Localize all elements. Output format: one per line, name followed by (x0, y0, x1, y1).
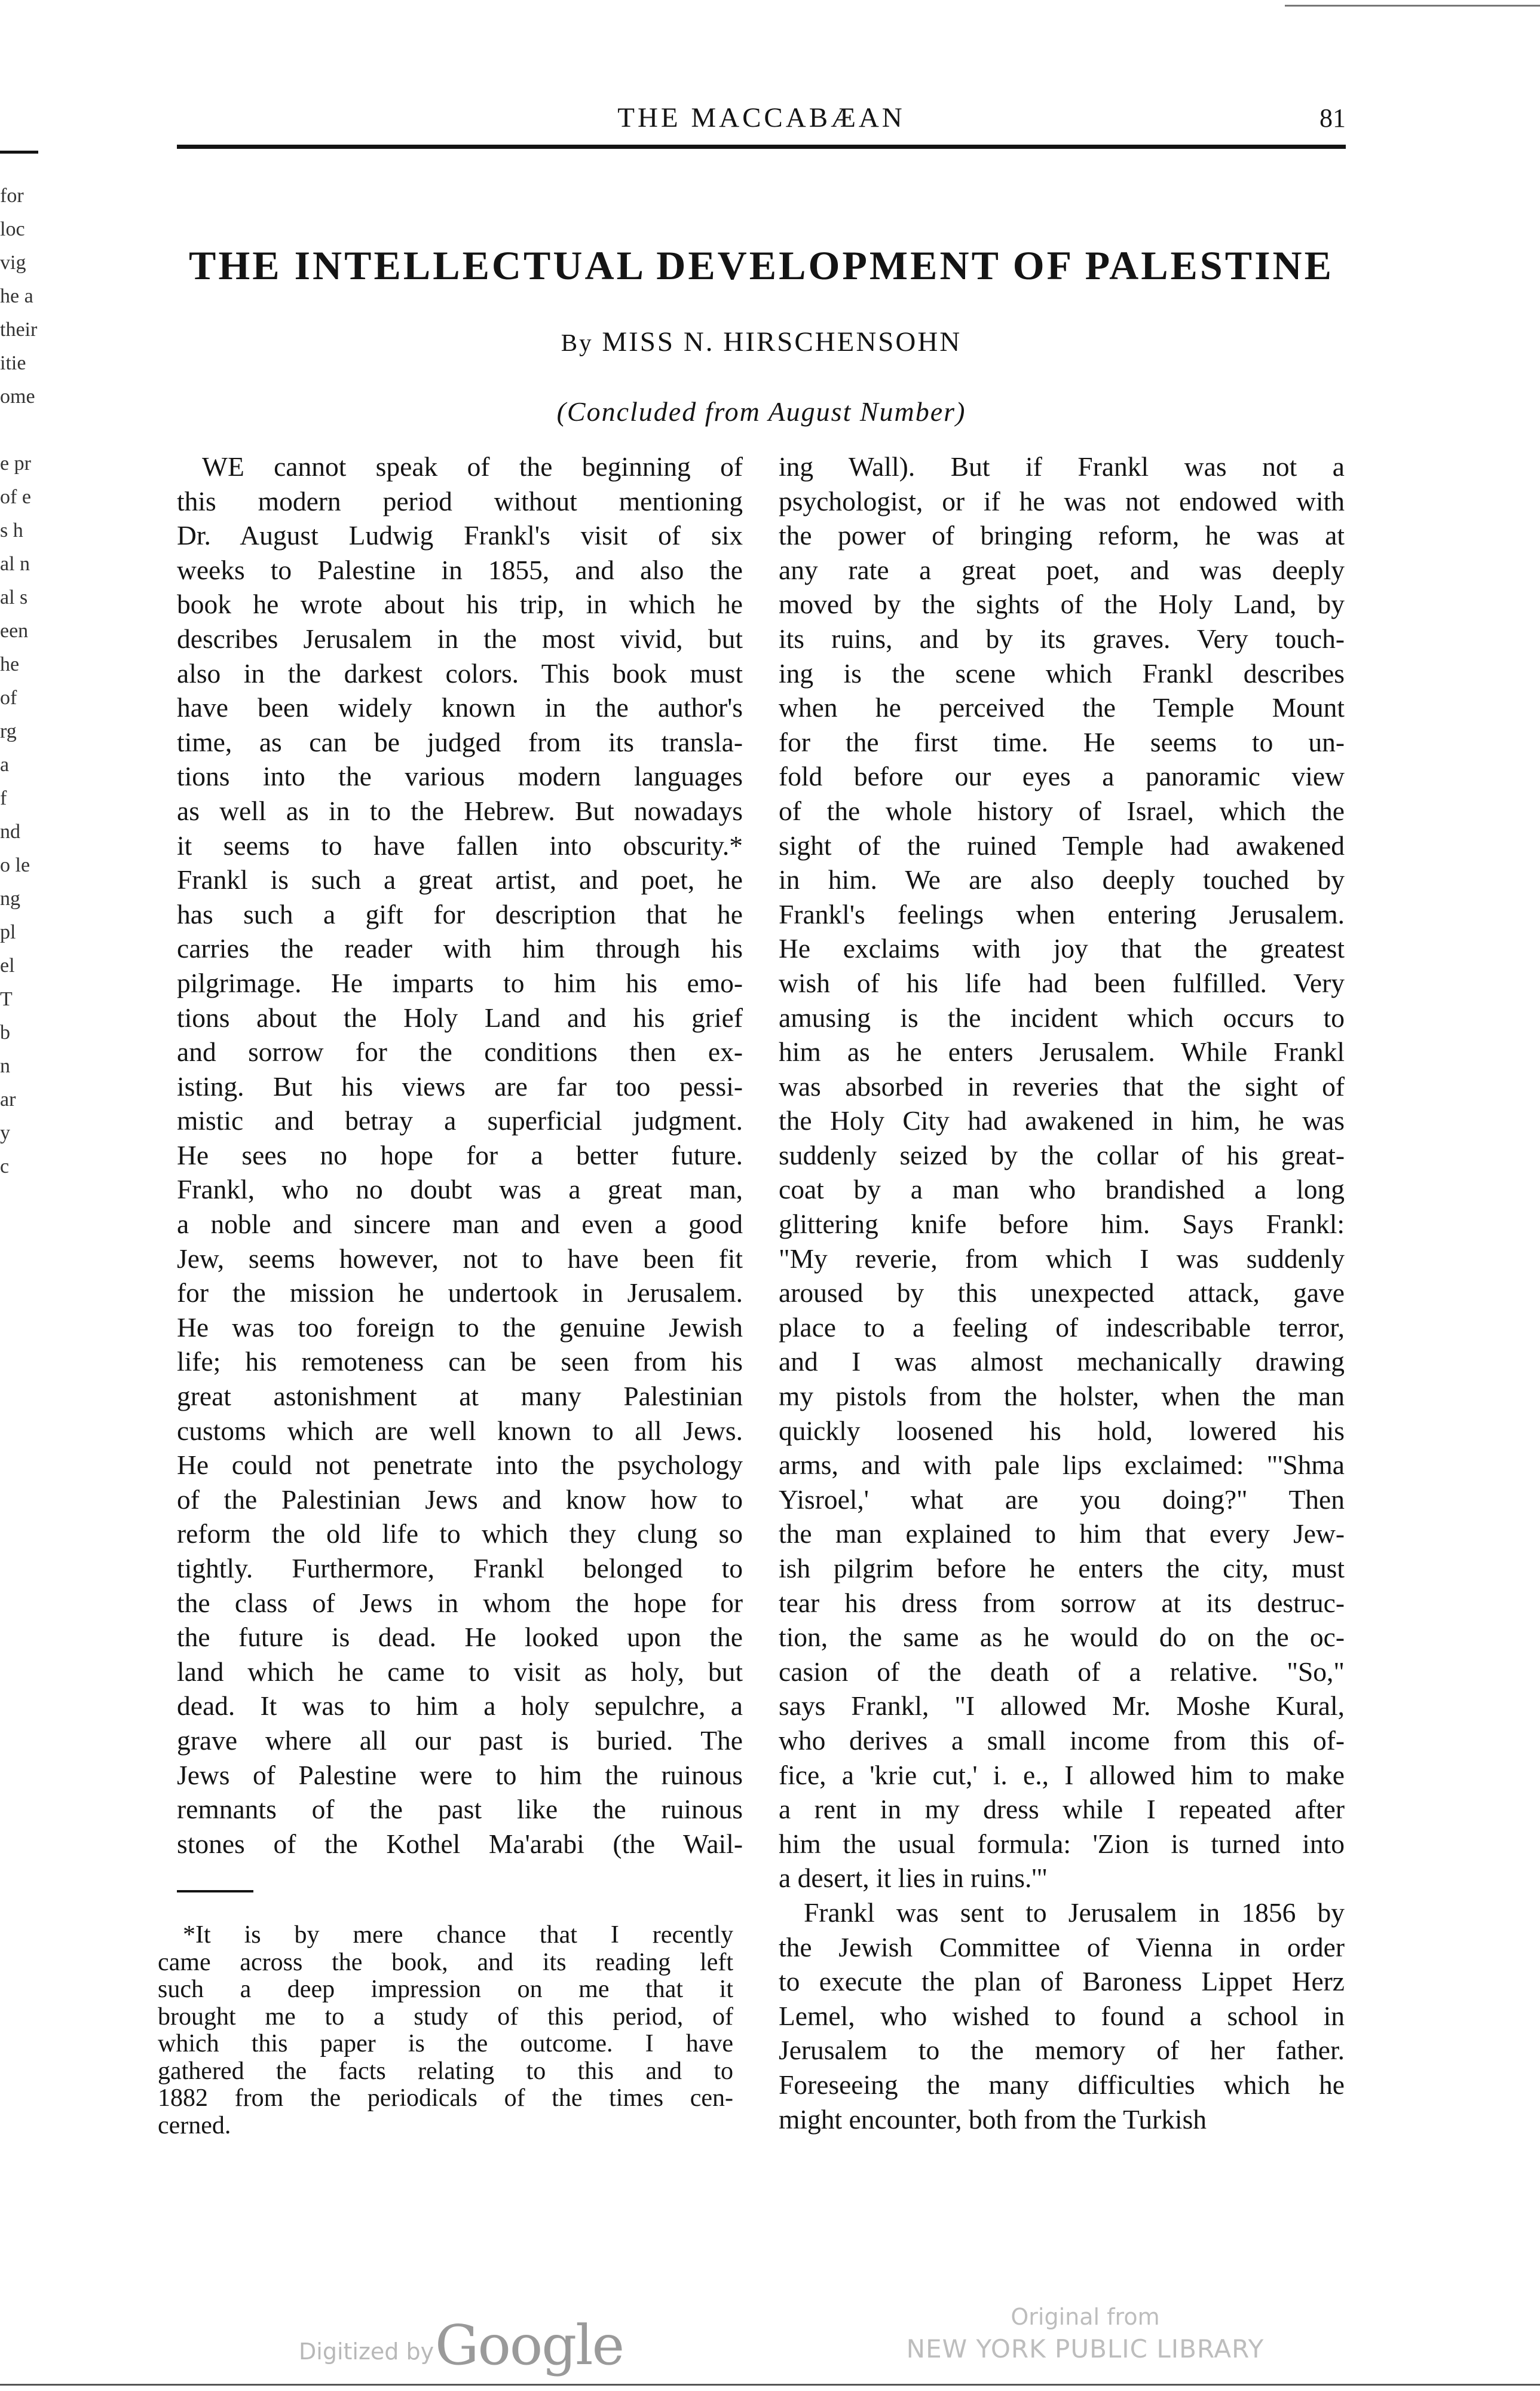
text-line: was absorbed in reveries that the sight of (779, 1071, 1345, 1102)
text-line: the future is dead. He looked upon the (177, 1622, 743, 1653)
text-line: when he perceived the Temple Mount (779, 692, 1345, 723)
text-line: He was too foreign to the genuine Jewish (177, 1311, 743, 1343)
running-head (177, 102, 1346, 143)
text-line: suddenly seized by the collar of his great- (779, 1139, 1345, 1170)
margin-fragment: he (0, 653, 20, 675)
margin-fragment: vig (0, 252, 26, 274)
text-line: a rent in my dress while I repeated after (779, 1794, 1345, 1825)
margin-fragment: a (0, 754, 10, 776)
margin-fragment: o le (0, 854, 30, 876)
text-line: book he wrote about his trip, in which he (177, 589, 743, 620)
margin-fragment (0, 414, 24, 447)
margin-fragment: ar (0, 1089, 16, 1111)
text-line: a noble and sincere man and even a good (177, 1209, 743, 1240)
text-line: a desert, it lies in ruins.'" (779, 1863, 1048, 1894)
text-line: as well as in to the Hebrew. But nowadays (177, 795, 743, 826)
text-line: ing is the scene which Frankl describes (779, 658, 1345, 689)
text-line: land which he came to visit as holy, but (177, 1656, 743, 1687)
margin-fragment: al s (0, 586, 28, 609)
text-line: amusing is the incident which occurs to (779, 1002, 1345, 1033)
margin-fragment: y (0, 1122, 10, 1144)
article-title: THE INTELLECTUAL DEVELOPMENT OF PALESTINE (188, 243, 1334, 288)
text-line: coat by a man who brandished a long (779, 1174, 1345, 1205)
byline (177, 326, 1346, 358)
margin-fragment: ome (0, 386, 35, 408)
scan-edge-rule (1285, 5, 1540, 7)
margin-fragment: pl (0, 921, 16, 943)
original-from-label: Original from (1011, 2304, 1160, 2330)
text-line: and sorrow for the conditions then ex- (177, 1036, 743, 1068)
text-line: any rate a great poet, and was deeply (779, 554, 1345, 585)
text-line: have been widely known in the author's (177, 692, 743, 723)
margin-fragment: loc (0, 218, 25, 240)
footnote-line: 1882 from the periodicals of the times cen- (158, 2084, 733, 2112)
text-line: quickly loosened his hold, lowered his (779, 1415, 1345, 1446)
text-line: him as he enters Jerusalem. While Frankl (779, 1036, 1345, 1068)
text-line: time, as can be judged from its transla- (177, 726, 743, 757)
left-column (177, 450, 743, 1861)
margin-fragment: itie (0, 352, 26, 374)
text-line: fold before our eyes a panoramic view (779, 761, 1345, 792)
text-line: it seems to have fallen into obscurity.* (177, 830, 743, 861)
margin-rule (0, 151, 38, 154)
text-line: Frankl is such a great artist, and poet, he (177, 864, 743, 895)
text-line: stones of the Kothel Ma'arabi (the Wail- (177, 1828, 743, 1859)
text-line: life; his remoteness can be seen from his (177, 1346, 743, 1377)
margin-fragment: s h (0, 519, 23, 542)
text-line: Lemel, who wished to found a school in (779, 2000, 1345, 2031)
text-line: He sees no hope for a better future. (177, 1139, 743, 1170)
footnote-rule (177, 1890, 253, 1892)
footnote-line: which this paper is the outcome. I have (158, 2030, 733, 2057)
text-line: also in the darkest colors. This book must (177, 658, 743, 689)
text-line: arms, and with pale lips exclaimed: "'Shma (779, 1450, 1345, 1481)
text-line: fice, a 'krie cut,' i. e., I allowed him to make (779, 1759, 1345, 1790)
text-line: Frankl's feelings when entering Jerusalem. (779, 898, 1345, 930)
margin-fragment: of e (0, 486, 31, 508)
library-name: NEW YORK PUBLIC LIBRARY (906, 2334, 1265, 2364)
digitized-by-label: Digitized by (299, 2338, 434, 2365)
text-line: moved by the sights of the Holy Land, by (779, 589, 1345, 620)
text-line: isting. But his views are far too pessi- (177, 1071, 743, 1102)
margin-fragment: c (0, 1155, 10, 1178)
text-line: pilgrimage. He imparts to him his emo- (177, 967, 743, 998)
text-line: place to a feeling of indescribable terror, (779, 1311, 1345, 1343)
margin-fragment: of (0, 687, 17, 709)
text-line: the Jewish Committee of Vienna in order (779, 1931, 1345, 1962)
margin-fragment: een (0, 620, 29, 642)
text-line: He exclaims with joy that the greatest (779, 933, 1345, 964)
footnote-line: cerned. (158, 2111, 231, 2139)
text-line: the man explained to him that every Jew- (779, 1518, 1345, 1549)
text-line: Frankl was sent to Jerusalem in 1856 by (804, 1897, 1345, 1928)
text-line: and I was almost mechanically drawing (779, 1346, 1345, 1377)
text-line: ish pilgrim before he enters the city, must (779, 1553, 1345, 1583)
margin-fragment: ng (0, 888, 20, 910)
margin-fragment: f (0, 787, 7, 809)
footnote (158, 1922, 733, 2139)
text-line: WE cannot speak of the beginning of (202, 451, 743, 482)
text-line: in him. We are also deeply touched by (779, 864, 1345, 895)
text-line: weeks to Palestine in 1855, and also the (177, 554, 743, 585)
text-line: tear his dress from sorrow at its destruc- (779, 1587, 1345, 1618)
journal-title: THE MACCABÆAN (617, 102, 905, 133)
text-line: great astonishment at many Palestinian (177, 1381, 743, 1412)
margin-fragment: el (0, 955, 15, 977)
text-line: casion of the death of a relative. "So," (779, 1656, 1345, 1687)
text-line: him the usual formula: 'Zion is turned into (779, 1828, 1345, 1859)
text-line: has such a gift for description that he (177, 898, 743, 930)
text-line: Jew, seems however, not to have been fit (177, 1243, 743, 1274)
byline-by: By (561, 329, 593, 356)
text-line: of the Palestinian Jews and know how to (177, 1484, 743, 1515)
text-line: says Frankl, "I allowed Mr. Moshe Kural, (779, 1690, 1345, 1722)
text-line: describes Jerusalem in the most vivid, but (177, 623, 743, 654)
text-line: who derives a small income from this of- (779, 1725, 1345, 1756)
margin-fragment: for (0, 185, 24, 207)
text-line: this modern period without mentioning (177, 485, 743, 516)
text-line: psychologist, or if he was not endowed with (779, 485, 1345, 516)
margin-fragment: rg (0, 720, 17, 742)
margin-fragment: al n (0, 553, 30, 575)
text-line: for the first time. He seems to un- (779, 726, 1345, 757)
scan-bottom-rule (0, 2384, 1540, 2386)
text-line: He could not penetrate into the psychology (177, 1450, 743, 1481)
continuation-note: (Concluded from August Number) (556, 396, 966, 427)
text-line: its ruins, and by its graves. Very touch- (779, 623, 1345, 654)
margin-fragment: he a (0, 285, 33, 307)
text-line: tightly. Furthermore, Frankl belonged to (177, 1553, 743, 1583)
text-line: sight of the ruined Temple had awakened (779, 830, 1345, 861)
text-line: glittering knife before him. Says Frankl: (779, 1209, 1345, 1240)
text-line: aroused by this unexpected attack, gave (779, 1277, 1345, 1308)
text-line: wish of his life had been fulfilled. Very (779, 967, 1345, 998)
text-line: Jerusalem to the memory of her father. (779, 2035, 1345, 2066)
margin-fragment: n (0, 1055, 10, 1077)
text-line: carries the reader with him through his (177, 933, 743, 964)
text-line: customs which are well known to all Jews. (177, 1415, 743, 1446)
text-line: the class of Jews in whom the hope for (177, 1587, 743, 1618)
text-line: my pistols from the holster, when the man (779, 1381, 1345, 1412)
text-line: reform the old life to which they clung so (177, 1518, 743, 1549)
text-line: tions about the Holy Land and his grief (177, 1002, 743, 1033)
text-line: Yisroel,' what are you doing?" Then (779, 1484, 1345, 1515)
text-line: the Holy City had awakened in him, he was (779, 1105, 1345, 1136)
text-line: Jews of Palestine were to him the ruinous (177, 1759, 743, 1790)
page-number: 81 (1319, 103, 1346, 133)
margin-fragment: T (0, 988, 13, 1010)
text-line: the power of bringing reform, he was at (779, 520, 1345, 551)
text-line: grave where all our past is buried. The (177, 1725, 743, 1756)
text-line: "My reverie, from which I was suddenly (779, 1243, 1345, 1274)
margin-fragment: e pr (0, 452, 31, 475)
footnote-line: came across the book, and its reading left (158, 1948, 733, 1976)
text-line: Dr. August Ludwig Frankl's visit of six (177, 520, 743, 551)
text-line: tion, the same as he would do on the oc- (779, 1622, 1345, 1653)
byline-author: MISS N. HIRSCHENSOHN (602, 326, 962, 357)
text-line: remnants of the past like the ruinous (177, 1794, 743, 1825)
margin-fragment: nd (0, 821, 20, 843)
footnote-line: *It is by mere chance that I recently (183, 1921, 733, 1949)
right-column (779, 450, 1345, 2136)
header-rule (177, 145, 1346, 149)
text-line: might encounter, both from the Turkish (779, 2103, 1207, 2135)
text-line: mistic and betray a superficial judgment. (177, 1105, 743, 1136)
text-line: Frankl, who no doubt was a great man, (177, 1174, 743, 1205)
text-line: for the mission he undertook in Jerusalem. (177, 1277, 743, 1308)
text-line: dead. It was to him a holy sepulchre, a (177, 1690, 743, 1722)
footnote-line: such a deep impression on me that it (158, 1976, 733, 2003)
margin-fragment: b (0, 1022, 10, 1044)
text-line: ing Wall). But if Frankl was not a (779, 451, 1345, 482)
footnote-line: brought me to a study of this period, of (158, 2002, 733, 2031)
footnote-line: gathered the facts relating to this and to (158, 2057, 733, 2085)
text-line: of the whole history of Israel, which the (779, 795, 1345, 826)
text-line: to execute the plan of Baroness Lippet Herz (779, 1966, 1345, 1997)
margin-fragment: their (0, 319, 38, 341)
text-line: tions into the various modern languages (177, 761, 743, 792)
google-logo: Google (435, 2313, 624, 2377)
margin-bleed-through (0, 179, 38, 1184)
text-line: Foreseeing the many difficulties which he (779, 2069, 1345, 2100)
